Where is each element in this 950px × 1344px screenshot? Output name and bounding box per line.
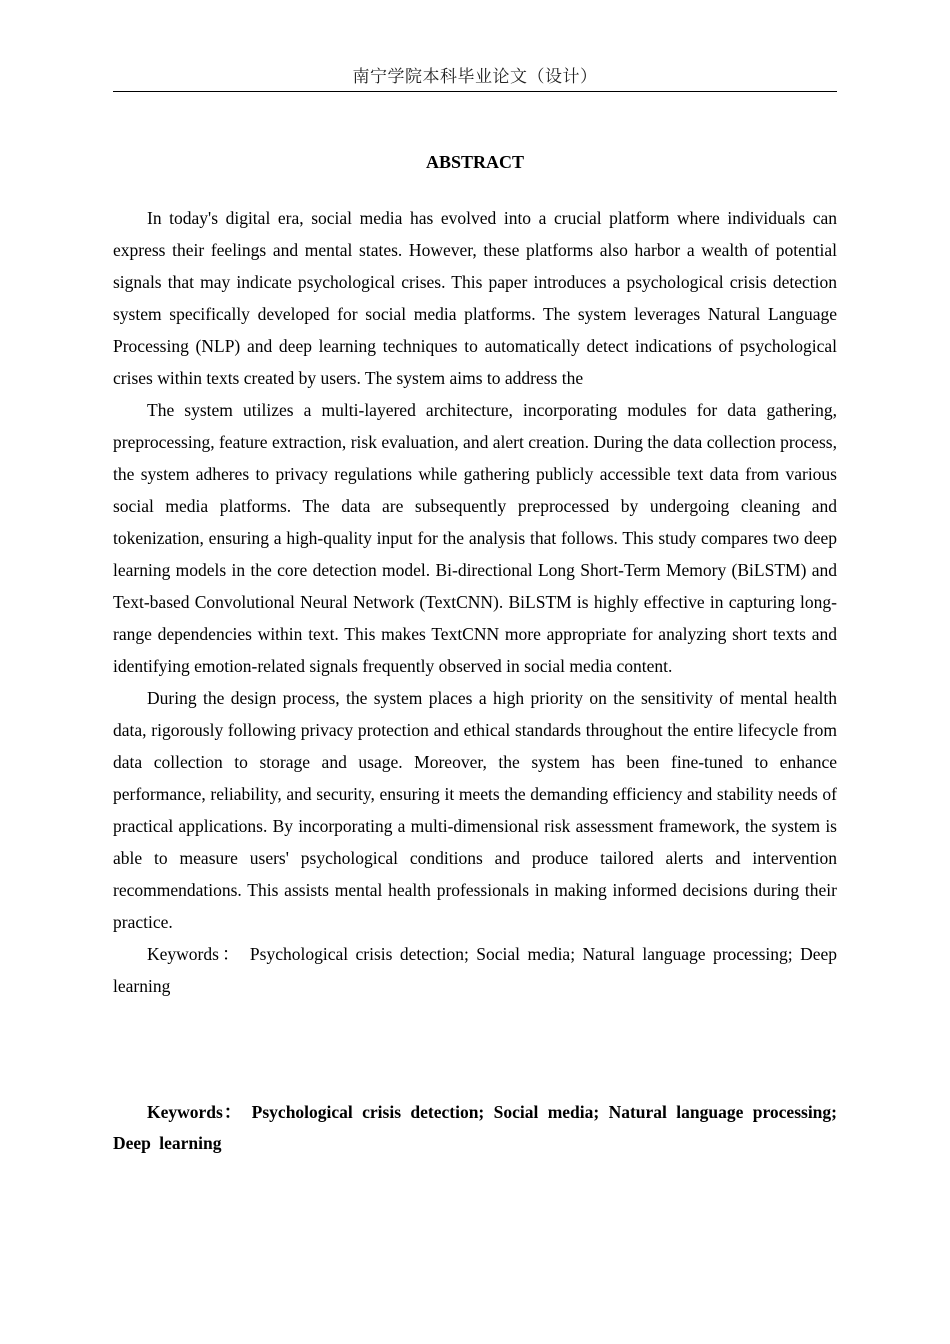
abstract-title: ABSTRACT <box>425 152 525 172</box>
keywords-text: Psychological crisis detection; Social media; Natural language processing; Deep learning <box>113 944 837 996</box>
keywords-bold-text: Psychological crisis detection; Social media; Natural language processing; Deep learning <box>113 1102 837 1153</box>
abstract-paragraph: During the design process, the system places a high priority on the sensitivity of mental health data, rigorously following privacy protection and ethical standards throughout the entire lifecycle from data collection to storage and usage. Moreover, the system has been fine-tuned to enhance performance, reliability, and security, ensuring it meets the demanding efficiency and stability needs of practical applications. By incorporating a multi-dimensional risk assessment framework, the system is able to measure users' psychological conditions and produce tailored alerts and intervention recommendations. This assists mental health professionals in making informed decisions during their practice. <box>113 688 837 932</box>
header-rule <box>113 91 837 92</box>
keywords-line <box>113 938 837 1002</box>
abstract-body <box>113 202 837 1002</box>
abstract-paragraph: In today's digital era, social media has evolved into a crucial platform where individuals can express their feelings and mental states. However, these platforms also harbor a wealth of potential signals that may indicate psychological crises. This paper introduces a psychological crisis detection system specifically developed for social media platforms. The system leverages Natural Language Processing (NLP) and deep learning techniques to automatically detect indications of psychological crises within texts created by users. The system aims to address the <box>113 208 837 388</box>
keywords-bold-line <box>113 1097 837 1159</box>
keywords-label: Keywords： <box>147 944 243 964</box>
abstract-paragraph: The system utilizes a multi-layered architecture, incorporating modules for data gathering, preprocessing, feature extraction, risk evaluation, and alert creation. During the data collection process, the system adheres to privacy regulations while gathering publicly accessible text data from various social media platforms. The data are subsequently preprocessed by undergoing cleaning and tokenization, ensuring a high-quality input for the analysis that follows. This study compares two deep learning models in the core detection model. Bi-directional Long Short-Term Memory (BiLSTM) and Text-based Convolutional Neural Network (TextCNN). BiLSTM is highly effective in capturing long-range dependencies within text. This makes TextCNN more appropriate for analyzing short texts and identifying emotion-related signals frequently observed in social media content. <box>113 400 837 676</box>
running-header: 南宁学院本科毕业论文（设计） <box>352 67 598 86</box>
keywords-bold-label: Keywords： <box>147 1102 243 1122</box>
